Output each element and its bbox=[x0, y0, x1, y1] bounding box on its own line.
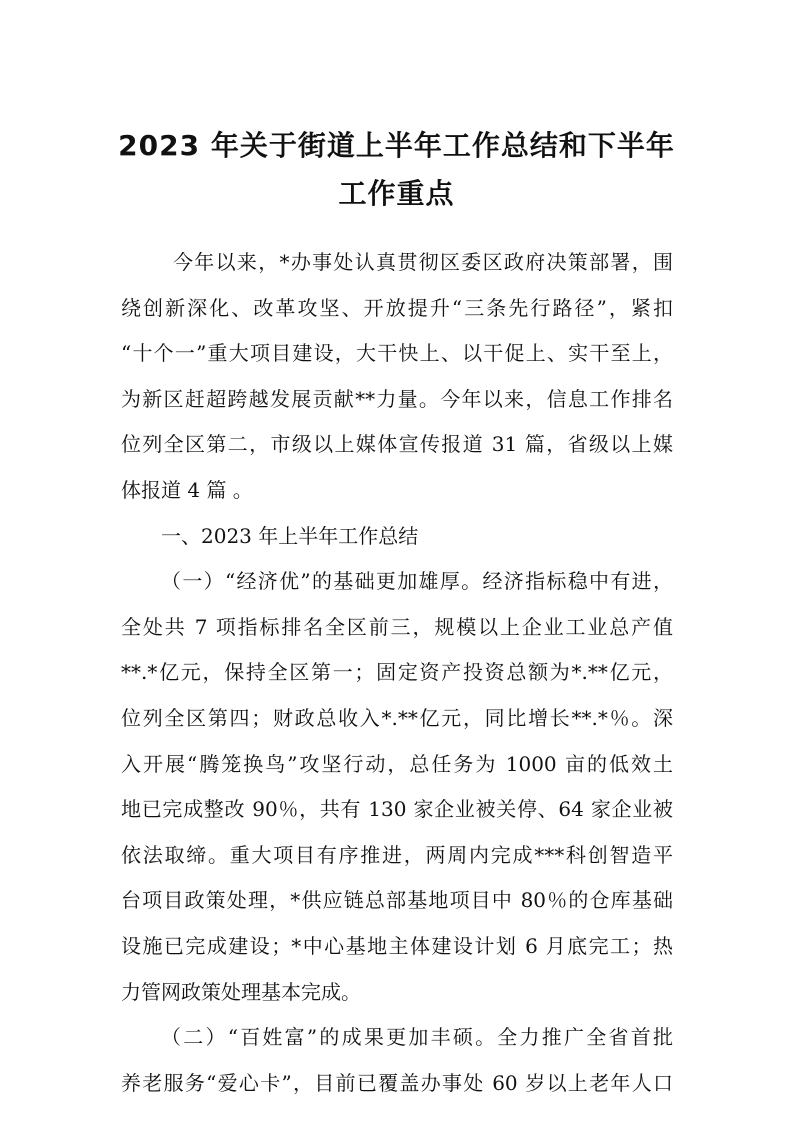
paragraph-line: 力管网政策处理基本完成。 bbox=[121, 979, 361, 1004]
paragraph-line: （二）“百姓富”的成果更加丰硕。全力推广全省首批 bbox=[161, 1025, 673, 1050]
paragraph-line: 入开展“腾笼换鸟”攻坚行动，总任务为 1000 亩的低效土 bbox=[121, 751, 673, 776]
paragraph-line: 今年以来，*办事处认真贯彻区委区政府决策部署，围 bbox=[173, 250, 673, 274]
section-heading: 一、2023 年上半年工作总结 bbox=[161, 523, 419, 548]
paragraph-line: 依法取缔。重大项目有序推进，两周内完成***科创智造平 bbox=[121, 842, 673, 867]
document-title-line-2: 工作重点 bbox=[338, 177, 455, 210]
paragraph-line: 位列全区第二，市级以上媒体宣传报道 31 篇，省级以上媒 bbox=[121, 432, 673, 457]
paragraph-line: 养老服务“爱心卡”，目前已覆盖办事处 60 岁以上老年人口 bbox=[121, 1070, 673, 1095]
paragraph-line: 体报道 4 篇 。 bbox=[121, 477, 253, 502]
paragraph-line: 地已完成整改 90％，共有 130 家企业被关停、64 家企业被 bbox=[121, 797, 673, 822]
paragraph-line: 设施已完成建设；*中心基地主体建设计划 6 月底完工；热 bbox=[121, 933, 673, 958]
paragraph-line: **.*亿元，保持全区第一；固定资产投资总额为*.**亿元， bbox=[121, 660, 673, 685]
document-title-line-1: 2023 年关于街道上半年工作总结和下半年 bbox=[118, 129, 675, 162]
paragraph-line: 台项目政策处理，*供应链总部基地项目中 80％的仓库基础 bbox=[121, 888, 673, 913]
paragraph-line: 为新区赶超跨越发展贡献**力量。今年以来，信息工作排名 bbox=[121, 386, 673, 411]
paragraph-line: 位列全区第四；财政总收入*.**亿元，同比增长**.*％。深 bbox=[121, 705, 673, 730]
paragraph-line: “十个一”重大项目建设，大干快上、以干促上、实干至上， bbox=[121, 341, 673, 366]
paragraph-line: 全处共 7 项指标排名全区前三，规模以上企业工业总产值 bbox=[121, 614, 673, 639]
document-body bbox=[121, 240, 673, 1106]
paragraph-line: （一）“经济优”的基础更加雄厚。经济指标稳中有进， bbox=[161, 569, 673, 594]
paragraph-line: 绕创新深化、改革攻坚、开放提升“三条先行路径”，紧扣 bbox=[121, 295, 673, 320]
